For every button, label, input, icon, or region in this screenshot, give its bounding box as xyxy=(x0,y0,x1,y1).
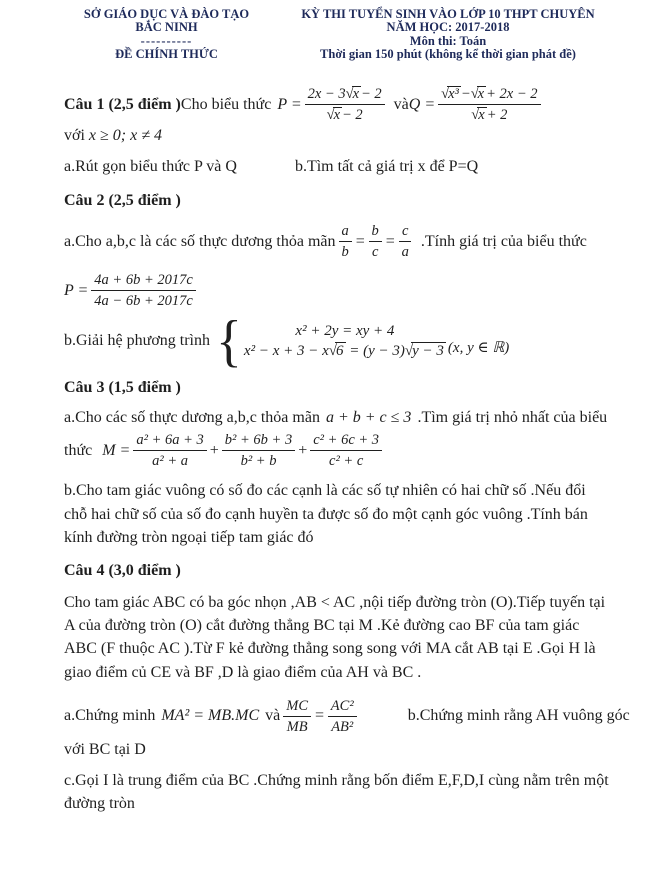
question-4-statement: Cho tam giác ABC có ba góc nhọn ,AB < AC ,nội tiếp đường tròn (O).Tiếp tuyến tại A của đường tròn (O) cắt đường thẳng BC tại M .Kẻ đường cao BF của tam giác ABC (F thuộc AC ).Từ F kẻ đường thẳng song song với MA cắt AB tại E .Gọi H là giao điểm củ CE và BF ,D là giao điểm của AH và BC . xyxy=(64,593,606,681)
school-year: NĂM HỌC: 2017-2018 xyxy=(386,20,510,35)
sqrt-6-icon: √6 xyxy=(328,342,344,359)
question-1-parts xyxy=(64,158,662,176)
system-equation-2: x² − x + 3 − x√6 = (y − 3)√y − 3 xyxy=(243,342,444,359)
fraction-AC2-over-AB2: $\frac{\text{AC²}}{\text{AB²}}$ xyxy=(328,697,357,736)
question-2-heading: Câu 2 (2,5 điểm ) xyxy=(64,192,181,210)
exam-title-block xyxy=(287,8,609,61)
formula-P2-fraction: $\frac{4a + 6b + 2017c}{4a - 6b + 2017c}$ xyxy=(91,271,196,310)
question-3-heading: Câu 3 (1,5 điểm ) xyxy=(64,379,181,397)
formula-M-lhs: M = xyxy=(102,441,131,459)
exam-title: KỲ THI TUYỂN SINH VÀO LỚP 10 THPT CHUYÊN xyxy=(301,7,595,21)
question-4b-text-line2: với BC tại D xyxy=(64,740,146,758)
question-3a-inequality: a + b + c ≤ 3 xyxy=(325,409,412,427)
system-brace-icon: { xyxy=(216,309,242,373)
formula-M-fraction-1: $\frac{\text{a² + 6a + 3}}{\text{a² + a}}$ xyxy=(133,431,206,470)
fraction-a-over-b: $\frac{a}{b}$ xyxy=(339,222,352,261)
formula-Q-numerator: √x³ −√x + 2x − 2 xyxy=(438,85,540,105)
equals-sign: = xyxy=(354,232,366,250)
formula-P2-lhs: P = xyxy=(64,281,89,299)
authority-name: SỞ GIÁO DỤC VÀ ĐÀO TẠO xyxy=(83,7,250,21)
formula-P-denominator: √x − 2 xyxy=(326,107,363,124)
question-4b-text-line1: b.Chứng minh rằng AH vuông góc xyxy=(407,707,630,725)
plus-sign: + xyxy=(298,441,308,459)
duration: Thời gian 150 phút (không kể thời gian phát đề) xyxy=(320,46,576,61)
question-3a-text-pre: a.Cho các số thực dương a,b,c thỏa mãn xyxy=(64,409,320,427)
question-1-part-a: a.Rút gọn biểu thức P và Q xyxy=(64,158,237,176)
word-thuc: thức xyxy=(64,441,93,459)
fraction-b-over-c: $\frac{b}{c}$ xyxy=(369,222,382,261)
question-1-heading: Câu 1 (2,5 điểm ) xyxy=(64,95,181,113)
sqrt-y-minus-3-icon: √y − 3 xyxy=(404,342,444,359)
equals-sign: = xyxy=(314,707,325,725)
condition-math: x ≥ 0; x ≠ 4 xyxy=(88,127,162,145)
question-2-part-b xyxy=(64,309,662,373)
question-2a-formula-P xyxy=(64,271,662,310)
fraction-MC-over-MB: $\frac{MC}{MB}$ xyxy=(283,697,311,736)
formula-P-fraction xyxy=(305,85,385,124)
question-1-intro: Cho biểu thức xyxy=(180,95,272,113)
formula-M-fraction-2: $\frac{\text{b² + 6b + 3}}{\text{b² + b}}$ xyxy=(222,431,295,470)
formula-Q-lhs: Q = xyxy=(408,95,436,113)
issuing-authority-block xyxy=(64,8,269,61)
formula-P-lhs: P = xyxy=(277,95,302,113)
conjunction-and: và xyxy=(393,95,409,113)
sqrt-x-icon: √x xyxy=(470,86,485,102)
formula-M-fraction-3: $\frac{\text{c² + 6c + 3}}{\text{c² + c}}$ xyxy=(310,431,382,470)
formula-Q-denominator: √x + 2 xyxy=(471,107,508,124)
official-exam-label: ĐỀ CHÍNH THỨC xyxy=(115,46,218,61)
sqrt-x-icon: √x xyxy=(471,107,485,124)
subject: Môn thi: Toán xyxy=(409,33,487,48)
question-3-part-b: b.Cho tam giác vuông có số đo các cạnh là các số tự nhiên có hai chữ số .Nếu đổi chỗ hai chữ số của số đo cạnh huyền ta được số đo một cạnh góc vuông .Tính bán kính đường tròn ngoại tiếp tam giác đó xyxy=(64,482,588,546)
fraction-c-over-a: $\frac{c}{a}$ xyxy=(399,222,412,261)
sqrt-x-cubed-icon: √x³ xyxy=(441,86,459,102)
question-2b-text: b.Giải hệ phương trình xyxy=(64,331,210,349)
sqrt-x-icon: √x xyxy=(345,86,359,102)
question-2a-text-post: .Tính giá trị của biểu thức xyxy=(420,232,587,250)
question-2-part-a xyxy=(64,222,662,261)
question-1-condition: với x ≥ 0; x ≠ 4 xyxy=(64,127,162,145)
question-2a-text-pre: a.Cho a,b,c là các số thực dương thỏa mãn xyxy=(64,232,336,250)
question-4-heading: Câu 4 (3,0 điểm ) xyxy=(64,561,181,579)
system-domain: (x, y ∈ ℝ) xyxy=(447,340,510,357)
document-header xyxy=(64,8,609,61)
question-4-part-c: c.Gọi I là trung điểm của BC .Chứng minh rằng bốn điểm E,F,D,I cùng nằm trên một đường tròn xyxy=(64,771,609,813)
conjunction-and: và xyxy=(265,707,281,725)
formula-P-numerator: 2x − 3√x − 2 xyxy=(305,85,385,105)
question-4a-text: a.Chứng minh xyxy=(64,707,156,725)
equation-system xyxy=(244,321,446,362)
divider-dashes: ---------- xyxy=(140,33,193,48)
question-3a-formula-M xyxy=(64,431,662,470)
system-equation-1: x² + 2y = xy + 4 xyxy=(295,322,395,339)
plus-sign: + xyxy=(209,441,219,459)
question-4-parts-ab xyxy=(64,697,662,736)
question-4a-math1: MA² = MB.MC xyxy=(161,707,260,725)
question-1-statement xyxy=(64,85,662,124)
question-3a-text-post: .Tìm giá trị nhỏ nhất của biểu xyxy=(417,409,608,427)
province-name: BẮC NINH xyxy=(135,20,198,35)
question-1-part-b: b.Tìm tất cả giá trị x để P=Q xyxy=(294,158,479,176)
sqrt-x-icon: √x xyxy=(326,107,340,124)
equals-sign: = xyxy=(384,232,396,250)
formula-Q-fraction xyxy=(438,85,540,124)
question-3-part-a-line1 xyxy=(64,409,662,427)
